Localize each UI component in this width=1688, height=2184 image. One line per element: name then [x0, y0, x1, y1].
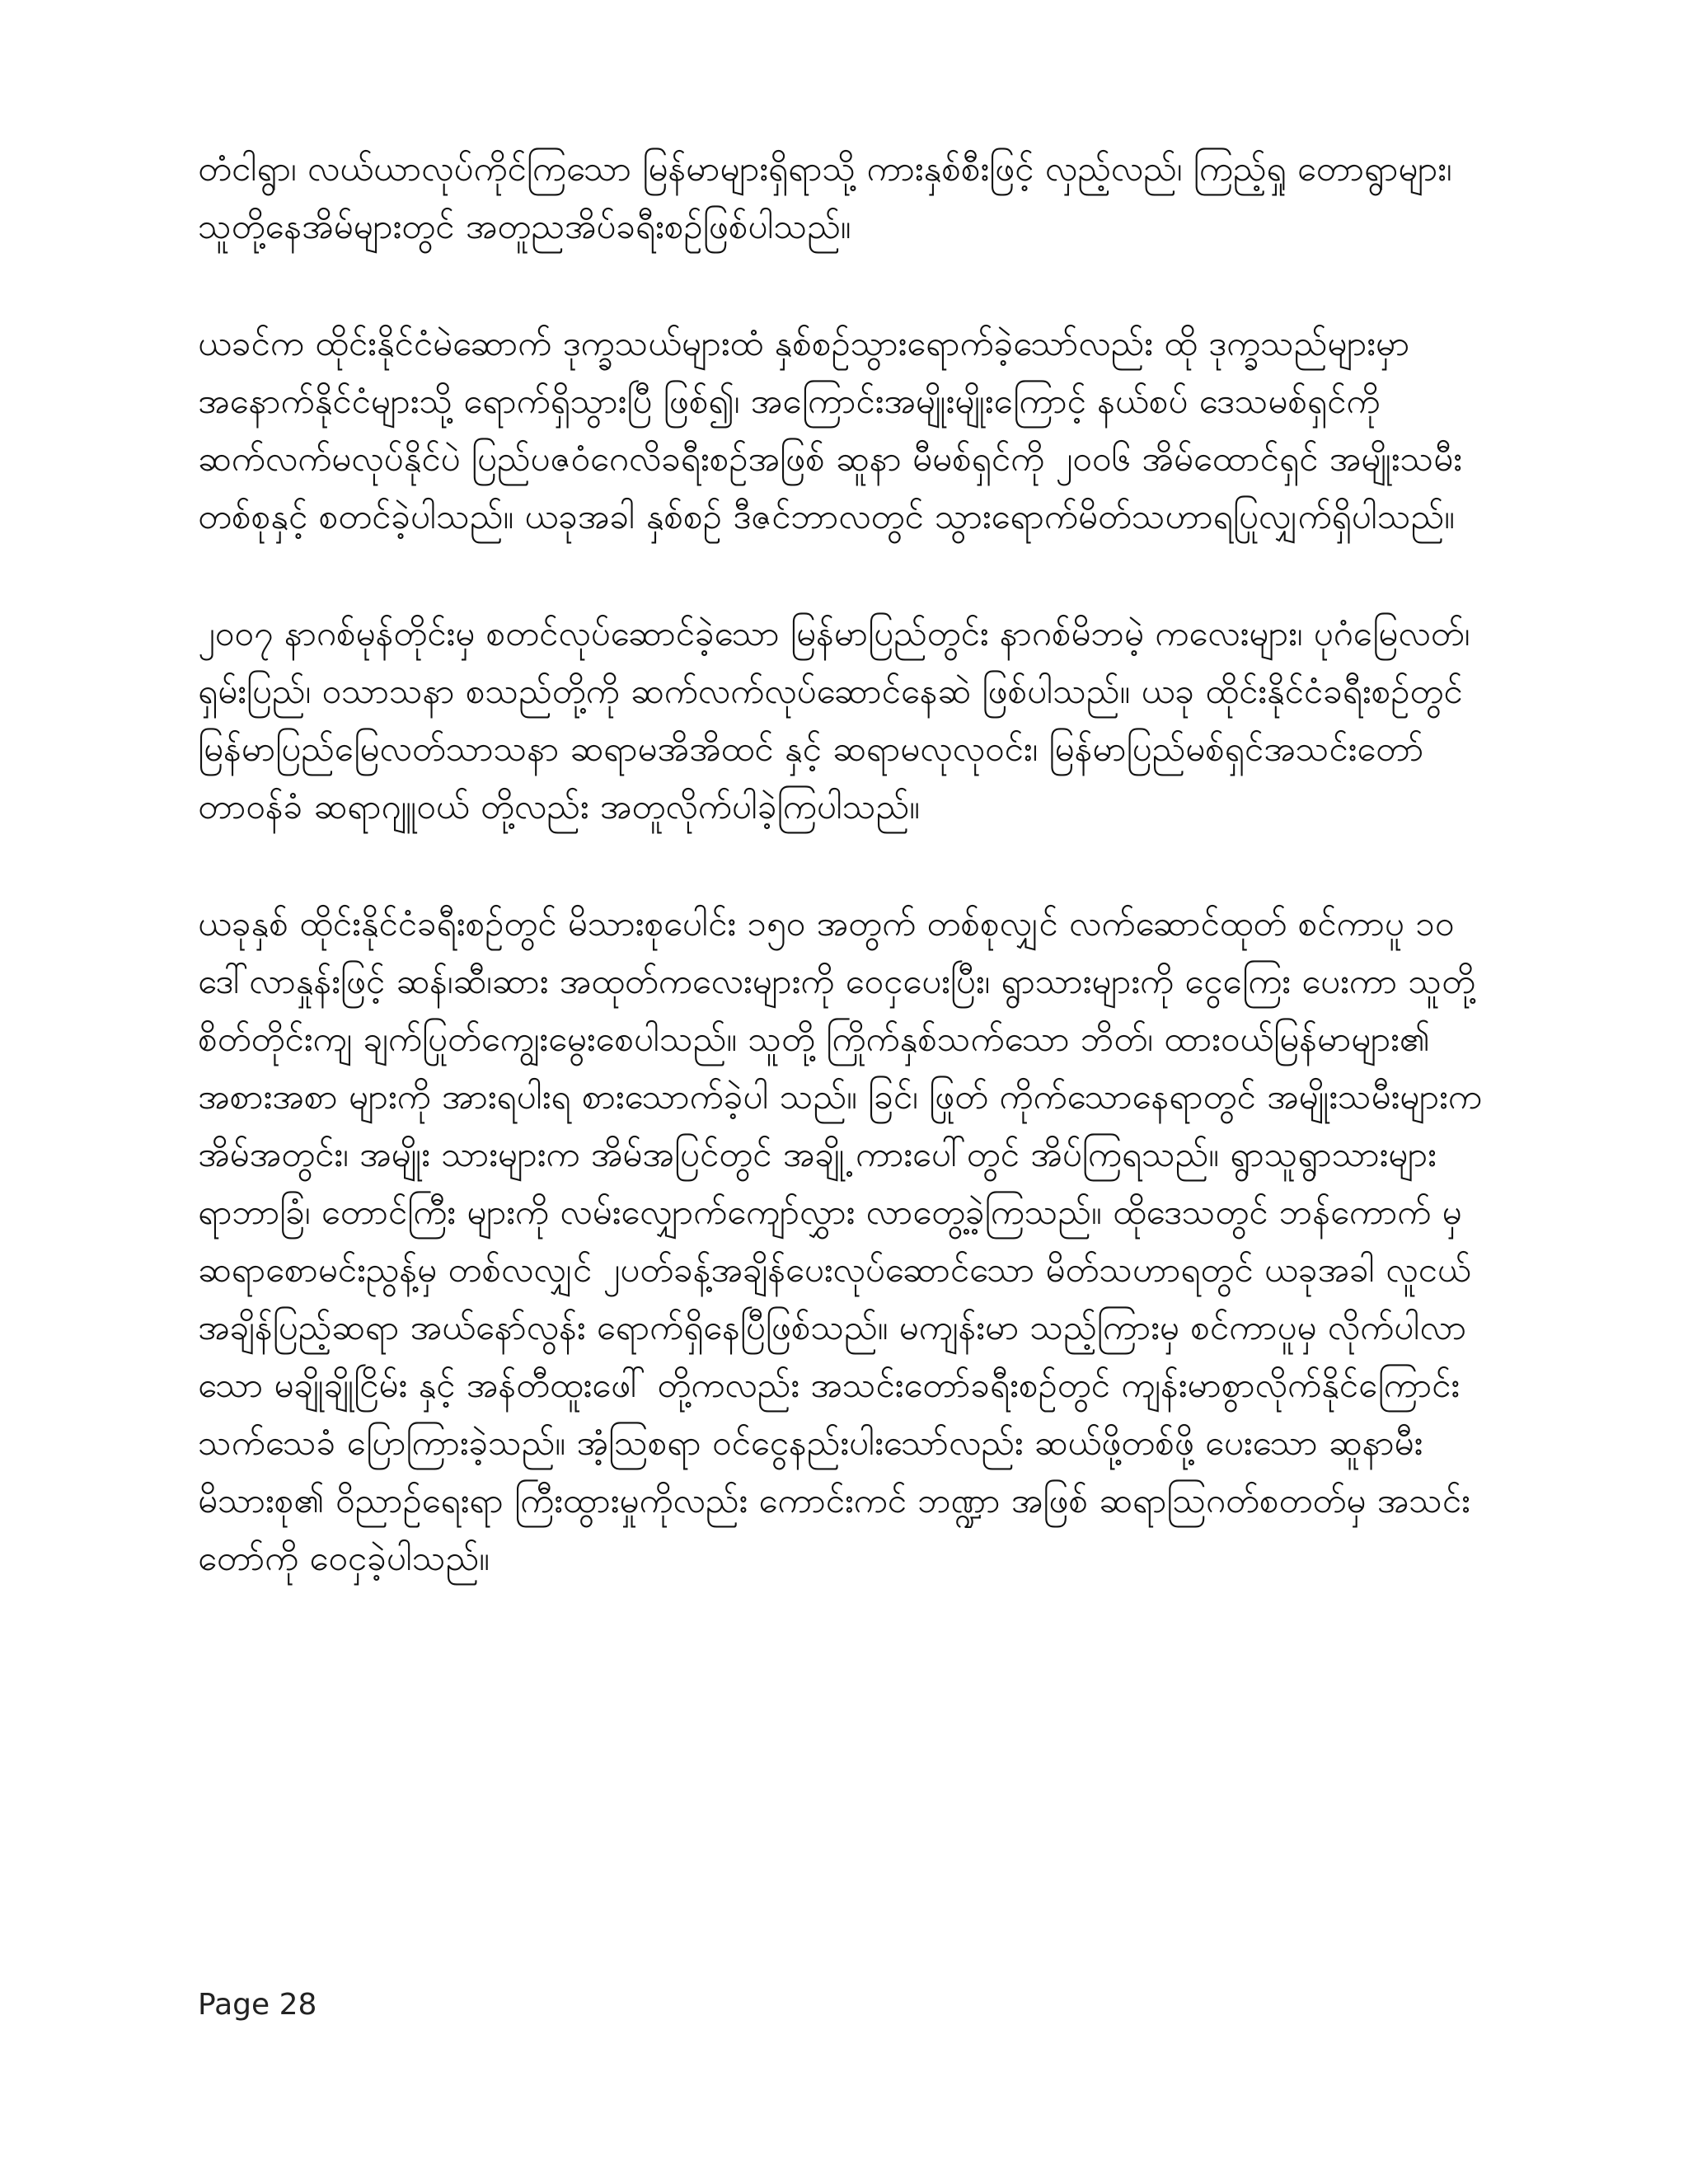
page-number: Page 28	[198, 1988, 317, 2022]
paragraph-3: ၂၀၀၇ နာဂစ်မုန်တိုင်းမှ စတင်လုပ်ဆောင်ခဲ့သော မြန်မာပြည်တွင်း နာဂစ်မိဘမဲ့ ကလေးများ၊ ပုဂံမြေလတ်၊ ရှမ်းပြည်၊ ဝသာသနာ စသည်တို့ကို ဆက်လက်လုပ်ဆောင်နေဆဲ ဖြစ်ပါသည်။ ယခု ထိုင်းနိုင်ငံခရီးစဉ်တွင် မြန်မာပြည်မြေလတ်သာသနာ ဆရာမအိအိထင် နှင့် ဆရာမလုလုဝင်း၊ မြန်မာပြည်မစ်ရှင်အသင်းတော် တာဝန်ခံ ဆရာဂျူဝယ် တို့လည်း အတူလိုက်ပါခဲ့ကြပါသည်။	[198, 613, 1470, 827]
paragraph-1: တံငါရွာ၊ လယ်ယာလုပ်ကိုင်ကြသော မြန်မာများရှိရာသို့ ကားနှစ်စီးဖြင့် လှည့်လည်၊ ကြည့်ရှု တောရွာများ၊ သူတို့နေအိမ်များတွင် အတူညအိပ်ခရီးစဉ်ဖြစ်ပါသည်။	[198, 148, 1452, 246]
paragraph-2: ယခင်က ထိုင်းနိုင်ငံမဲဆောက် ဒုက္ခသယ်များထံ နှစ်စဉ်သွားရောက်ခဲ့သော်လည်း ထို ဒုက္ခသည်များမှာ အနောက်နိုင်ငံများသို့ ရောက်ရှိသွားပြီ ဖြစ်၍၊ အကြောင်းအမျိုးမျိုးကြောင့် နယ်စပ် ဒေသမစ်ရှင်ကို ဆက်လက်မလုပ်နိုင်ပဲ ပြည်ပဇဝံဂေလိခရီးစဉ်အဖြစ် ဆူနာ မီမစ်ရှင်ကို ၂၀၀၆ အိမ်ထောင်ရှင် အမျိုးသမီးတစ်စုနှင့် စတင်ခဲ့ပါသည်။ ယခုအခါ နှစ်စဉ် ဒီဇင်ဘာလတွင် သွားရောက်မိတ်သဟာရပြုလျှက်ရှိပါသည်။	[198, 323, 1462, 537]
page-body	[198, 140, 1484, 1647]
paragraph-4: ယခုနှစ် ထိုင်းနိုင်ငံခရီးစဉ်တွင် မိသားစုပေါင်း ၁၅၀ အတွက် တစ်စုလျှင် လက်ဆောင်ထုတ် စင်ကာပူ ၁၀ ဒေါ်လာနှုန်းဖြင့် ဆန်၊ဆီ၊ဆား အထုတ်ကလေးများကို ဝေငှပေးပြီး၊ ရွာသားများကို ငွေကြေး ပေးကာ သူတို့စိတ်တိုင်းကျ ချက်ပြုတ်ကျွေးမွေးစေပါသည်။ သူတို့ ကြိုက်နှစ်သက်သော ဘိတ်၊ ထားဝယ်မြန်မာများ၏ အစားအစာ များကို အားရပါးရ စားသောက်ခဲ့ပါ သည်။ ခြင်၊ ဖြုတ် ကိုက်သောနေရာတွင် အမျိုးသမီးများက အိမ်အတွင်း၊ အမျိုး သားများက အိမ်အပြင်တွင် အချို့ ကားပေါ်တွင် အိပ်ကြရသည်။ ရွာသူရွာသားများ ရာဘာခြံ၊ တောင်ကြီး များကို လမ်းလျှောက်ကျော်လွှား လာတွေ့ခဲ့ကြသည်။ ထိုဒေသတွင် ဘန်ကောက် မှ ဆရာစောမင်းညွန့်မှ တစ်လလျှင် ၂ပတ်ခန့်အချိန်ပေးလုပ်ဆောင်သော မိတ်သဟာရတွင် ယခုအခါ လူငယ် အချိန်ပြည့်ဆရာ အယ်နော်လွန်း ရောက်ရှိနေပြီဖြစ်သည်။ မကျန်းမာ သည့်ကြားမှ စင်ကာပူမှ လိုက်ပါလာသော မချိုချိုငြိမ်း နှင့် အန်တီထူးဖေါ် တို့ကလည်း အသင်းတော်ခရီးစဉ်တွင် ကျန်းမာစွာလိုက်နိုင်ကြောင်း သက်သေခံ ပြောကြားခဲ့သည်။ အံ့သြစရာ ဝင်ငွေနည်းပါးသော်လည်း ဆယ်ဖို့တစ်ဖို့ ပေးသော ဆူနာမီးမိသားစု၏ ဝိညာဉ်ရေးရာ ကြီးထွားမှုကိုလည်း ကောင်းကင် ဘဏ္ဍာ အဖြစ် ဆရာသြဂတ်စတတ်မှ အသင်း တော်ကို ဝေငှခဲ့ပါသည်။	[198, 903, 1482, 1578]
